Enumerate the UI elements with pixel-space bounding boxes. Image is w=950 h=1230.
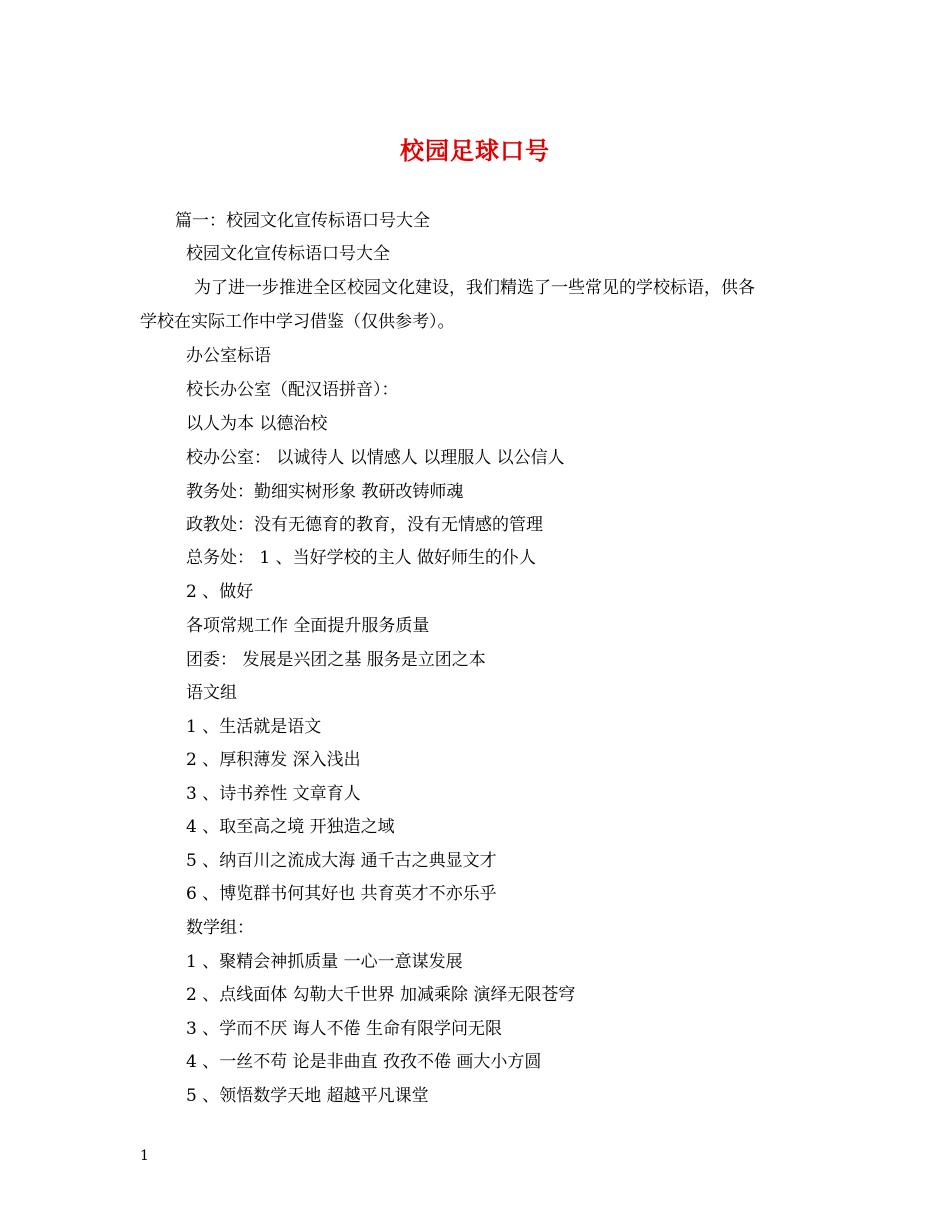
text-line: 为了进一步推进全区校园文化建设，我们精选了一些常见的学校标语，供各 bbox=[194, 278, 755, 298]
text-line: 总务处： 1 、当好学校的主人 做好师生的仆人 bbox=[186, 548, 537, 568]
page-number: 1 bbox=[140, 1148, 149, 1164]
text-line: 2 、点线面体 勾勒大千世界 加减乘除 演绎无限苍穹 bbox=[186, 985, 576, 1005]
text-line: 5 、纳百川之流成大海 通千古之典显文才 bbox=[186, 851, 497, 871]
text-line: 4 、一丝不苟 论是非曲直 孜孜不倦 画大小方圆 bbox=[186, 1052, 542, 1072]
document-title: 校园足球口号 bbox=[400, 136, 550, 165]
text-line: 1 、聚精会神抓质量 一心一意谋发展 bbox=[186, 952, 463, 972]
text-line: 校长办公室（配汉语拼音）： bbox=[186, 380, 399, 400]
text-line: 办公室标语 bbox=[186, 346, 271, 366]
text-line: 校园文化宣传标语口号大全 bbox=[186, 244, 390, 264]
text-line: 6 、博览群书何其好也 共育英才不亦乐乎 bbox=[186, 884, 497, 904]
text-line: 语文组 bbox=[186, 683, 237, 703]
text-line: 校办公室： 以诚待人 以情感人 以理服人 以公信人 bbox=[186, 448, 565, 468]
text-line: 篇一：校园文化宣传标语口号大全 bbox=[175, 211, 430, 231]
text-line: 1 、生活就是语文 bbox=[186, 717, 322, 737]
text-line: 5 、领悟数学天地 超越平凡课堂 bbox=[186, 1086, 429, 1106]
text-line: 3 、诗书养性 文章育人 bbox=[186, 784, 361, 804]
text-line: 2 、做好 bbox=[186, 582, 254, 602]
text-line: 教务处：勤细实树形象 教研改铸师魂 bbox=[186, 482, 464, 502]
text-line: 2 、厚积薄发 深入浅出 bbox=[186, 750, 361, 770]
text-line: 团委： 发展是兴团之基 服务是立团之本 bbox=[186, 650, 486, 670]
text-line: 各项常规工作 全面提升服务质量 bbox=[186, 616, 430, 636]
text-line: 数学组： bbox=[186, 918, 254, 938]
text-line: 以人为本 以德治校 bbox=[186, 414, 328, 434]
text-line: 政教处：没有无德育的教育，没有无情感的管理 bbox=[186, 515, 543, 535]
text-line: 4 、取至高之境 开独造之域 bbox=[186, 817, 395, 837]
text-line: 3 、学而不厌 诲人不倦 生命有限学问无限 bbox=[186, 1019, 503, 1039]
text-line: 学校在实际工作中学习借鉴（仅供参考）。 bbox=[140, 312, 455, 332]
